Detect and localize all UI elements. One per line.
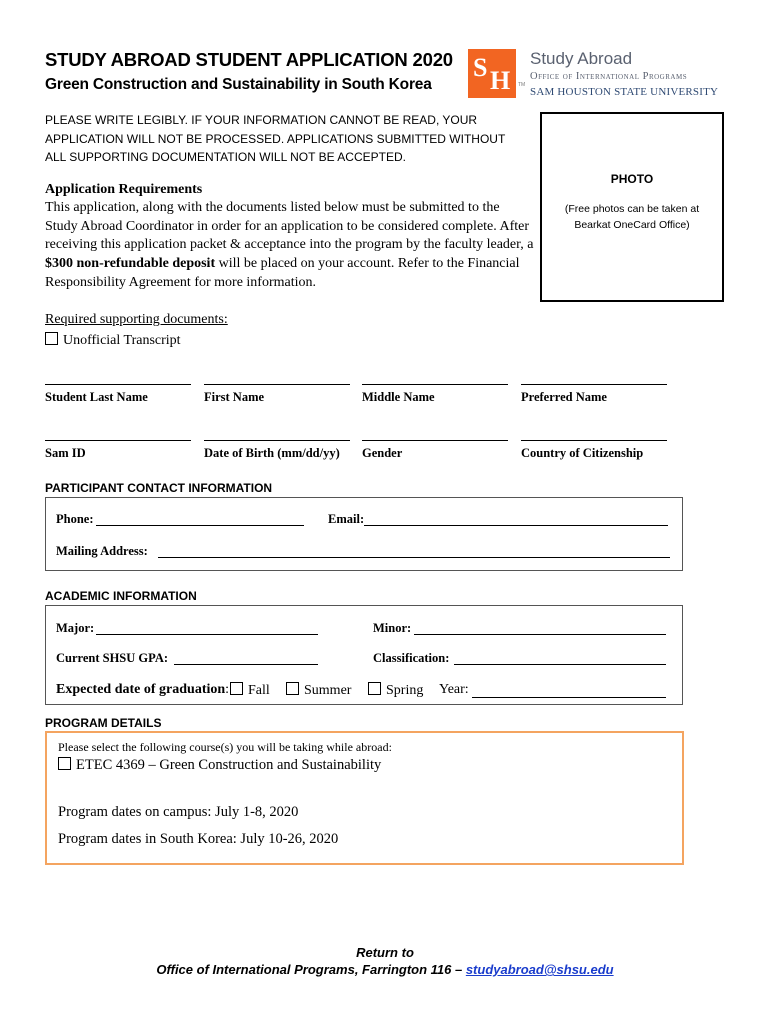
photo-note: (Free photos can be taken at Bearkat OneCard Office) — [564, 203, 700, 231]
academic-box — [45, 605, 683, 705]
year-label: Year: — [439, 682, 469, 697]
program-heading: PROGRAM DETAILS — [45, 716, 162, 730]
footer-office — [0, 962, 770, 977]
address-label: Mailing Address: — [56, 544, 148, 558]
dates-campus: Program dates on campus: July 1-8, 2020 — [58, 804, 299, 820]
graduation-row — [56, 682, 229, 698]
footer-office-text: Office of International Programs, Farrington 116 – — [156, 962, 466, 977]
footer-email-link[interactable]: studyabroad@shsu.edu — [465, 962, 614, 977]
address-field[interactable] — [158, 557, 670, 558]
dates-korea: Program dates in South Korea: July 10-26, 2020 — [58, 831, 339, 847]
page-subtitle: Green Construction and Sustainability in South Korea — [45, 76, 432, 93]
summer-checkbox[interactable] — [286, 682, 299, 695]
citizenship-field[interactable] — [521, 440, 667, 441]
term-summer[interactable] — [286, 682, 351, 699]
fall-label: Fall — [248, 683, 270, 698]
preferred-name-label: Preferred Name — [521, 390, 607, 404]
term-spring[interactable] — [368, 682, 423, 699]
year-field[interactable] — [472, 697, 666, 698]
course-option[interactable] — [58, 757, 381, 774]
requirements-text-after: will be placed on your account. Refer to the Financial Responsibility Agreement for more information. — [45, 256, 520, 290]
spring-checkbox[interactable] — [368, 682, 381, 695]
gender-field[interactable] — [362, 440, 508, 441]
requirements-text-before: This application, along with the documents listed below must be submitted to the Study Abroad Coordinator in order for an application to be considered complete. After receiving this application packet & acceptance into the program by the faculty leader, a — [45, 200, 534, 253]
supporting-docs-heading: Required supporting documents: — [45, 312, 228, 327]
minor-field[interactable] — [414, 634, 666, 635]
transcript-label: Unofficial Transcript — [63, 333, 181, 348]
gender-label: Gender — [362, 446, 403, 460]
transcript-checkbox[interactable] — [45, 332, 58, 345]
requirements-text — [45, 199, 535, 293]
program-instruction: Please select the following course(s) you will be taking while abroad: — [58, 740, 392, 754]
shsu-logo-icon — [468, 49, 516, 98]
sam-id-field[interactable] — [45, 440, 191, 441]
logo-trademark: TM — [518, 82, 526, 88]
first-name-label: First Name — [204, 390, 265, 404]
middle-name-field[interactable] — [362, 384, 508, 385]
logo-study-abroad: Study Abroad — [530, 49, 633, 68]
logo-office: Office of International Programs — [530, 71, 688, 82]
last-name-label: Student Last Name — [45, 390, 148, 404]
email-label: Email: — [328, 512, 365, 526]
gpa-field[interactable] — [174, 664, 318, 665]
photo-label: PHOTO — [610, 172, 654, 186]
logo-letter-s: S — [473, 53, 488, 82]
logo-letter-h: H — [490, 66, 511, 95]
contact-heading: PARTICIPANT CONTACT INFORMATION — [45, 481, 273, 495]
graduation-label: Expected date of graduation — [56, 682, 226, 697]
major-field[interactable] — [96, 634, 318, 635]
gpa-label: Current SHSU GPA: — [56, 651, 169, 665]
graduation-colon: : — [225, 682, 230, 697]
logo-university: SAM HOUSTON STATE UNIVERSITY — [530, 86, 719, 98]
summer-label: Summer — [304, 683, 352, 698]
program-box — [45, 731, 684, 865]
major-label: Major: — [56, 621, 95, 635]
dob-label: Date of Birth (mm/dd/yy) — [204, 446, 340, 460]
academic-heading: ACADEMIC INFORMATION — [45, 589, 197, 603]
dob-field[interactable] — [204, 440, 350, 441]
footer-return: Return to — [356, 945, 414, 960]
classification-field[interactable] — [454, 664, 666, 665]
course-label: ETEC 4369 – Green Construction and Sustainability — [76, 757, 382, 773]
phone-field[interactable] — [96, 525, 304, 526]
transcript-option[interactable] — [45, 332, 181, 349]
last-name-field[interactable] — [45, 384, 191, 385]
phone-label: Phone: — [56, 512, 94, 526]
contact-box — [45, 497, 683, 571]
first-name-field[interactable] — [204, 384, 350, 385]
middle-name-label: Middle Name — [362, 390, 435, 404]
term-fall[interactable] — [230, 682, 270, 699]
page-title: STUDY ABROAD STUDENT APPLICATION 2020 — [45, 49, 453, 70]
deposit-amount: $300 non-refundable deposit — [45, 256, 216, 272]
course-checkbox[interactable] — [58, 757, 71, 770]
preferred-name-field[interactable] — [521, 384, 667, 385]
photo-box[interactable] — [540, 112, 724, 302]
sam-id-label: Sam ID — [45, 446, 86, 460]
legibility-notice: PLEASE WRITE LEGIBLY. IF YOUR INFORMATION CANNOT BE READ, YOUR APPLICATION WILL NOT BE PROCESSED. APPLICATIONS SUBMITTED WITHOUT ALL SUPPORTING DOCUMENTATION WILL NOT BE ACCEPTED. — [45, 113, 506, 164]
classification-label: Classification: — [373, 651, 450, 665]
fall-checkbox[interactable] — [230, 682, 243, 695]
spring-label: Spring — [386, 683, 424, 698]
citizenship-label: Country of Citizenship — [521, 446, 644, 460]
requirements-heading: Application Requirements — [45, 182, 203, 197]
email-field[interactable] — [364, 525, 668, 526]
minor-label: Minor: — [373, 621, 412, 635]
